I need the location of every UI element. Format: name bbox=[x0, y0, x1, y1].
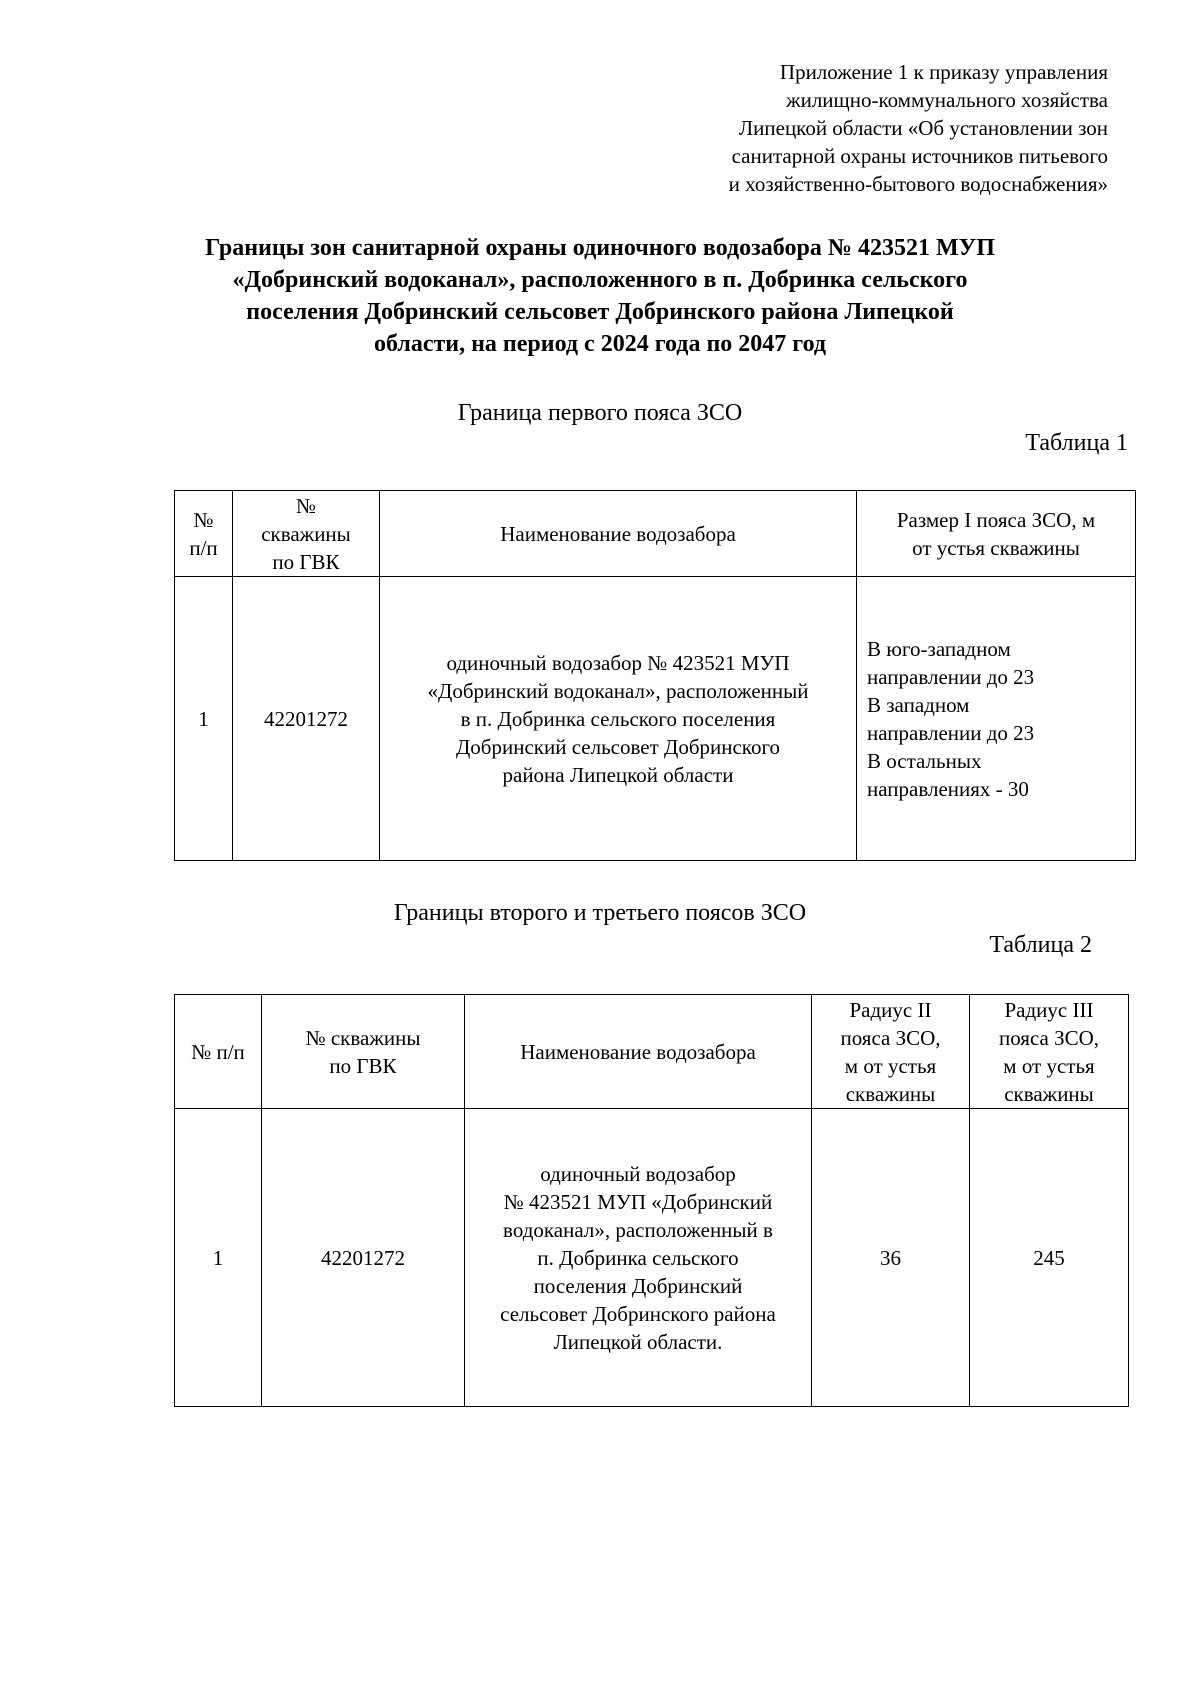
table2-header-row bbox=[175, 995, 1129, 1109]
table1-header-well: № скважины по ГВК bbox=[233, 491, 380, 577]
section1-heading: Граница первого пояса ЗСО bbox=[457, 400, 743, 426]
appendix-line: Приложение 1 к приказу управления bbox=[779, 60, 1108, 84]
table1-header-name: Наименование водозабора bbox=[380, 491, 857, 577]
title-line: области, на период с 2024 года по 2047 год bbox=[373, 331, 827, 357]
appendix-line: санитарной охраны источников питьевого bbox=[731, 144, 1108, 168]
table2-header-name: Наименование водозабора bbox=[465, 995, 812, 1109]
table2-label: Таблица 2 bbox=[989, 932, 1092, 958]
table1-header-num: № п/п bbox=[175, 491, 233, 577]
table1-header-row bbox=[175, 491, 1136, 577]
table2-cell-name: одиночный водозабор № 423521 МУП «Добринский водоканал», расположенный в п. Добринка сельского поселения Добринский сельсовет Добринского района Липецкой области. bbox=[465, 1109, 812, 1407]
title-line: Границы зон санитарной охраны одиночного водозабора № 423521 МУП bbox=[205, 235, 995, 261]
appendix-line: и хозяйственно-бытового водоснабжения» bbox=[728, 172, 1108, 196]
table2-header-radius2: Радиус II пояса ЗСО, м от устья скважины bbox=[812, 995, 970, 1109]
appendix-line: жилищно-коммунального хозяйства bbox=[786, 88, 1108, 112]
table2-cell-num: 1 bbox=[175, 1109, 262, 1407]
title-line: «Добринский водоканал», расположенного в п. Добринка сельского bbox=[232, 267, 968, 293]
table1-cell-name: одиночный водозабор № 423521 МУП «Добринский водоканал», расположенный в п. Добринка сельского поселения Добринский сельсовет Добринского района Липецкой области bbox=[380, 577, 857, 861]
table1-cell-size: В юго-западном направлении до 23 В западном направлении до 23 В остальных направлениях - 30 bbox=[857, 577, 1136, 861]
document-title bbox=[150, 232, 1050, 360]
table2-cell-well: 42201272 bbox=[262, 1109, 465, 1407]
table2-header-radius3: Радиус III пояса ЗСО, м от устья скважины bbox=[970, 995, 1129, 1109]
table2-header-num: № п/п bbox=[175, 995, 262, 1109]
title-line: поселения Добринский сельсовет Добринского района Липецкой bbox=[246, 299, 954, 325]
table1-label: Таблица 1 bbox=[1025, 430, 1128, 456]
table1-cell-well: 42201272 bbox=[233, 577, 380, 861]
table-row bbox=[175, 1109, 1129, 1407]
appendix-note bbox=[548, 58, 1108, 198]
table1-cell-num: 1 bbox=[175, 577, 233, 861]
table1-header-size: Размер I пояса ЗСО, м от устья скважины bbox=[857, 491, 1136, 577]
appendix-line: Липецкой области «Об установлении зон bbox=[738, 116, 1108, 140]
table2-cell-radius3: 245 bbox=[970, 1109, 1129, 1407]
table-row bbox=[175, 577, 1136, 861]
table2 bbox=[174, 994, 1129, 1407]
table2-cell-radius2: 36 bbox=[812, 1109, 970, 1407]
table1 bbox=[174, 490, 1136, 861]
section2-heading: Границы второго и третьего поясов ЗСО bbox=[393, 900, 807, 926]
table2-header-well: № скважины по ГВК bbox=[262, 995, 465, 1109]
